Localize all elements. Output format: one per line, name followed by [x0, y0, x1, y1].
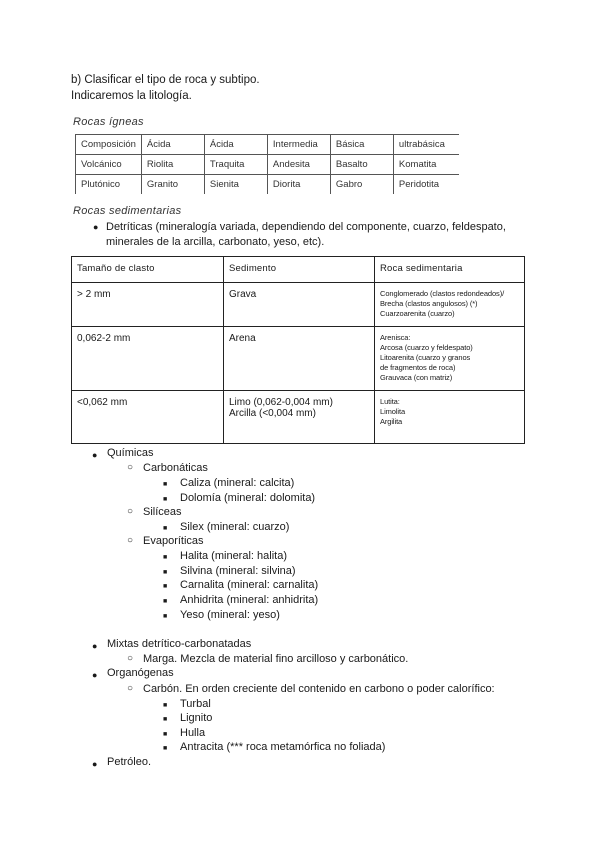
rock-line: Arenisca: [380, 333, 411, 342]
table-row [72, 327, 525, 391]
header-size: Tamaño de clasto [72, 257, 224, 283]
list-item-carbon: Carbón. En orden creciente del contenido en carbono o poder calorífico: [143, 683, 495, 695]
table-cell: Basalto [330, 155, 393, 175]
intro-line-1: b) Clasificar el tipo de roca y subtipo. [71, 74, 260, 86]
bullet-icon: ■ [163, 613, 168, 620]
sedimentarias-heading: Rocas sedimentarias [73, 205, 182, 217]
table-row [72, 391, 525, 444]
rock-line: Lutita: [380, 397, 400, 406]
bullet-icon: ○ [127, 535, 134, 546]
sediment-cell [224, 283, 375, 327]
list-item-petroleo: Petróleo. [107, 756, 152, 768]
table-cell: Komatita [393, 155, 459, 175]
list-item-hulla: Hulla [180, 727, 206, 739]
rock-line: Litoarenita (cuarzo y granos [380, 353, 471, 362]
bullet-icon: ● [92, 450, 98, 460]
list-item-mixtas: Mixtas detrítico-carbonatadas [107, 638, 252, 650]
table-cell: Diorita [267, 175, 330, 195]
bullet-icon: ■ [163, 598, 168, 605]
header-sediment: Sedimento [224, 257, 375, 283]
rock-line: Grauvaca (con matriz) [380, 373, 453, 382]
bullet-icon: ■ [163, 569, 168, 576]
table-cell: Ácida [141, 135, 204, 155]
table-row [76, 135, 459, 155]
sediment-line: Grava [229, 289, 257, 300]
table-cell: Composición [76, 135, 142, 155]
bullet-icon: ■ [163, 702, 168, 709]
table-row [76, 155, 459, 175]
detriticas-bullet [93, 220, 533, 250]
list-item-dolomia: Dolomía (mineral: dolomita) [180, 492, 316, 504]
bullet-icon: ■ [163, 525, 168, 532]
bullet-icon: ■ [163, 583, 168, 590]
rock-cell [375, 283, 525, 327]
rock-line: Limolita [380, 407, 406, 416]
rock-line: de fragmentos de roca) [380, 363, 456, 372]
igneas-table [75, 134, 459, 194]
table-cell: Riolita [141, 155, 204, 175]
header-rock: Roca sedimentaria [375, 257, 525, 283]
bullet-icon: ● [93, 222, 99, 232]
table-cell: ultrabásica [393, 135, 459, 155]
table-row [76, 175, 459, 195]
list-item-caliza: Caliza (mineral: calcita) [180, 477, 295, 489]
bullet-icon: ■ [163, 731, 168, 738]
rock-line: Arcosa (cuarzo y feldespato) [380, 343, 473, 352]
rock-line: Cuarzoarenita (cuarzo) [380, 309, 455, 318]
bullet-icon: ■ [163, 745, 168, 752]
list-item-silex: Silex (mineral: cuarzo) [180, 521, 290, 533]
list-item-anhidrita: Anhidrita (mineral: anhidrita) [180, 594, 319, 606]
table-cell: Intermedia [267, 135, 330, 155]
table-cell: Andesita [267, 155, 330, 175]
list-item-marga: Marga. Mezcla de material fino arcilloso y carbonático. [143, 653, 409, 665]
bullet-icon: ■ [163, 481, 168, 488]
bullet-icon: ○ [127, 653, 134, 664]
table-cell: Granito [141, 175, 204, 195]
bullet-icon: ○ [127, 683, 134, 694]
sediment-line: Arena [229, 333, 256, 344]
list-item-carnalita: Carnalita (mineral: carnalita) [180, 579, 319, 591]
bullet-icon: ■ [163, 496, 168, 503]
sediment-cell [224, 327, 375, 391]
rock-cell [375, 391, 525, 444]
sedimentarias-table [71, 256, 525, 444]
table-cell: Peridotita [393, 175, 459, 195]
table-cell: Básica [330, 135, 393, 155]
list-item-silvina: Silvina (mineral: silvina) [180, 565, 296, 577]
list-item-antracita: Antracita (*** roca metamórfica no foliada) [180, 741, 386, 753]
detriticas-line-2: minerales de la arcilla, carbonato, yeso, etc). [106, 236, 325, 248]
size-cell: <0,062 mm [72, 391, 224, 444]
bullet-icon: ○ [127, 506, 134, 517]
table-cell: Gabro [330, 175, 393, 195]
rock-line: Brecha (clastos angulosos) (*) [380, 299, 478, 308]
table-cell: Sienita [204, 175, 267, 195]
size-cell: > 2 mm [72, 283, 224, 327]
bullet-icon: ● [92, 759, 98, 769]
sediment-line: Arcilla (<0,004 mm) [229, 408, 316, 419]
bullet-icon: ○ [127, 462, 134, 473]
bullet-icon: ■ [163, 554, 168, 561]
size-cell: 0,062-2 mm [72, 327, 224, 391]
list-item-evaporiticas: Evaporíticas [143, 535, 204, 547]
list-item-quimicas: Químicas [107, 447, 154, 459]
list-item-organogenas: Organógenas [107, 667, 174, 679]
sediment-cell [224, 391, 375, 444]
igneas-heading: Rocas ígneas [73, 116, 144, 128]
bullet-icon: ● [92, 641, 98, 651]
bullet-icon: ■ [163, 716, 168, 723]
rock-cell [375, 327, 525, 391]
intro-text [71, 72, 260, 104]
list-item-yeso: Yeso (mineral: yeso) [180, 609, 280, 621]
detriticas-line-1: Detríticas (mineralogía variada, dependiendo del componente, cuarzo, feldespato, [106, 221, 506, 233]
list-item-lignito: Lignito [180, 712, 213, 724]
table-cell: Volcánico [76, 155, 142, 175]
rock-line: Conglomerado (clastos redondeados)/ [380, 289, 505, 298]
table-cell: Traquita [204, 155, 267, 175]
table-cell: Ácida [204, 135, 267, 155]
table-row [72, 283, 525, 327]
list-item-siliceas: Silíceas [143, 506, 182, 518]
intro-line-2: Indicaremos la litología. [71, 90, 192, 102]
table-cell: Plutónico [76, 175, 142, 195]
list-item-turbal: Turbal [180, 698, 211, 710]
list-item-halita: Halita (mineral: halita) [180, 550, 287, 562]
rock-line: Argilita [380, 417, 403, 426]
sediment-line: Limo (0,062-0,004 mm) [229, 397, 333, 408]
table-header-row [72, 257, 525, 283]
bullet-icon: ● [92, 670, 98, 680]
list-item-carbonaticas: Carbonáticas [143, 462, 208, 474]
